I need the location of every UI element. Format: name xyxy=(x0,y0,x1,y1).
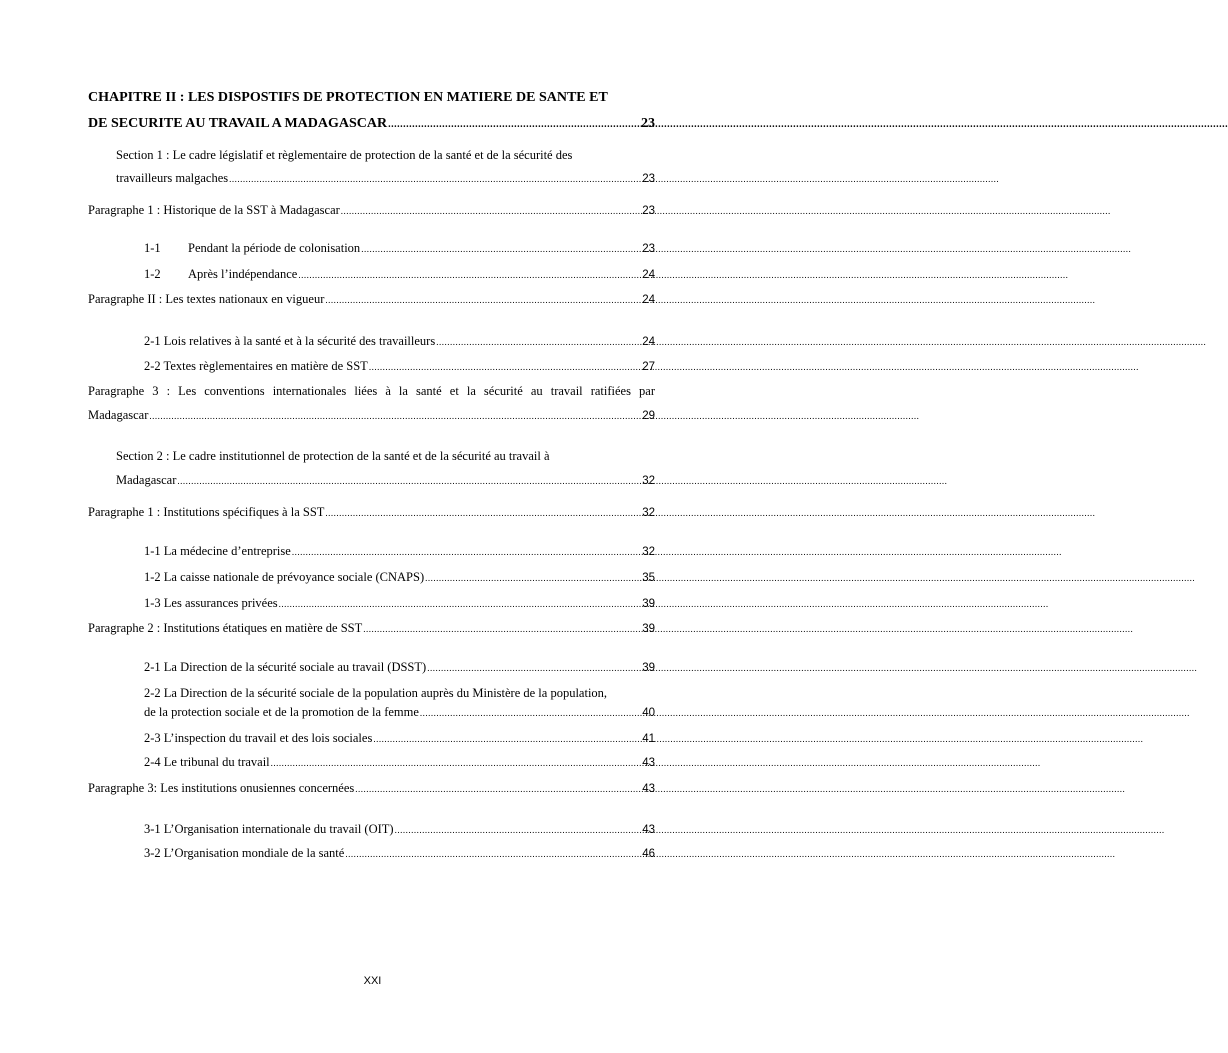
page-number: 32 xyxy=(642,475,655,487)
page-number: 23 xyxy=(642,243,655,255)
page-number: 32 xyxy=(642,546,655,558)
toc-entry-s2p1-item2[interactable] xyxy=(144,570,655,585)
entry-label: 3-1 L’Organisation internationale du travail (OIT) xyxy=(144,822,394,836)
dot-leader xyxy=(373,734,641,744)
dot-leader xyxy=(436,337,641,347)
dot-leader xyxy=(177,476,641,486)
entry-label: 1-1 La médecine d’entreprise xyxy=(144,544,291,558)
dot-leader xyxy=(279,599,642,609)
entry-label: 1-2 La caisse nationale de prévoyance sociale (CNAPS) xyxy=(144,570,425,584)
toc-entry-chapter[interactable] xyxy=(88,116,655,132)
dot-leader xyxy=(325,508,641,518)
dot-leader xyxy=(361,244,641,254)
toc-entry-section2[interactable] xyxy=(116,473,655,488)
page-number: 43 xyxy=(642,783,655,795)
toc-entry-s1p2-item1[interactable] xyxy=(144,334,655,349)
entry-label: Paragraphe II : Les textes nationaux en vigueur xyxy=(88,292,325,306)
dot-leader xyxy=(369,362,641,372)
toc-entry-s2p2-item4[interactable] xyxy=(144,755,655,770)
entry-label: 2-3 L’inspection du travail et des lois sociales xyxy=(144,731,373,745)
dot-leader xyxy=(229,174,641,184)
dot-leader xyxy=(355,784,641,794)
dot-leader xyxy=(341,206,641,216)
page-number: 27 xyxy=(642,361,655,373)
entry-number: 1-2 xyxy=(144,267,161,281)
page-number: 35 xyxy=(642,572,655,584)
toc-entry-s2p3-item2[interactable] xyxy=(144,846,655,861)
page-number: 23 xyxy=(642,205,655,217)
toc-entry-s2p1-item3[interactable] xyxy=(144,596,655,611)
chapter-title-line1: CHAPITRE II : LES DISPOSTIFS DE PROTECTION EN MATIERE DE SANTE ET xyxy=(88,90,608,105)
section1-title-line1: Section 1 : Le cadre législatif et règlementaire de protection de la santé et de la sécurité des xyxy=(116,148,573,162)
entry-label: 2-1 La Direction de la sécurité sociale au travail (DSST) xyxy=(144,660,427,674)
dot-leader xyxy=(425,573,641,583)
entry-label: Pendant la période de colonisation xyxy=(188,241,361,255)
page-number: 40 xyxy=(642,707,655,719)
s2p2-item2-line1: 2-2 La Direction de la sécurité sociale de la population auprès du Ministère de la population, xyxy=(144,686,608,700)
toc-entry-s2p2-item2[interactable] xyxy=(144,705,655,720)
toc-entry-s2p2-item3[interactable] xyxy=(144,731,655,746)
entry-number: 1-1 xyxy=(144,241,161,255)
dot-leader xyxy=(427,663,641,673)
dot-leader xyxy=(388,119,640,130)
dot-leader xyxy=(420,708,641,718)
dot-leader xyxy=(395,825,642,835)
toc-entry-s1-paragraph2[interactable] xyxy=(88,292,655,307)
page-number: 39 xyxy=(642,623,655,635)
dot-leader xyxy=(325,295,641,305)
entry-label: 2-4 Le tribunal du travail xyxy=(144,755,270,769)
page-number: 46 xyxy=(642,848,655,860)
entry-label: 2-1 Lois relatives à la santé et à la sécurité des travailleurs xyxy=(144,334,436,348)
entry-label: Paragraphe 2 : Institutions étatiques en matière de SST xyxy=(88,621,363,635)
entry-label: Paragraphe 1 : Institutions spécifiques à la SST xyxy=(88,505,325,519)
toc-entry-s1-paragraph3[interactable] xyxy=(88,408,655,423)
page-footer-number: XXI xyxy=(363,975,382,987)
section1-title-line2: travailleurs malgaches xyxy=(116,171,229,185)
entry-label: 2-2 Textes règlementaires en matière de SST xyxy=(144,359,368,373)
section2-title-line2: Madagascar xyxy=(116,473,177,487)
page-number: 24 xyxy=(642,294,655,306)
entry-label: Après l’indépendance xyxy=(188,267,298,281)
toc-entry-s2-paragraph3[interactable] xyxy=(88,781,655,796)
entry-label: 3-2 L’Organisation mondiale de la santé xyxy=(144,846,345,860)
page-number: 23 xyxy=(641,116,655,131)
toc-entry-s2p3-item1[interactable] xyxy=(144,822,655,837)
page-number: 41 xyxy=(642,733,655,745)
toc-entry-s1p1-item2[interactable] xyxy=(144,267,655,282)
entry-label: Paragraphe 1 : Historique de la SST à Madagascar xyxy=(88,203,340,217)
page-number: 24 xyxy=(642,269,655,281)
dot-leader xyxy=(271,758,642,768)
dot-leader xyxy=(363,624,641,634)
page-number: 43 xyxy=(642,757,655,769)
s1-paragraph3-line1: Paragraphe 3 : Les conventions internationales liées à la santé et la sécurité au travail ratifiées par xyxy=(88,384,655,398)
page-number: 39 xyxy=(642,662,655,674)
entry-label: de la protection sociale et de la promotion de la femme xyxy=(144,705,419,719)
toc-entry-s2p1-item1[interactable] xyxy=(144,544,655,559)
page-number: 32 xyxy=(642,507,655,519)
page-number: 39 xyxy=(642,598,655,610)
dot-leader xyxy=(149,411,641,421)
chapter-title-line2: DE SECURITE AU TRAVAIL A MADAGASCAR xyxy=(88,116,388,131)
dot-leader xyxy=(345,849,641,859)
toc-entry-s1p2-item2[interactable] xyxy=(144,359,655,374)
entry-label: Paragraphe 3: Les institutions onusiennes concernées xyxy=(88,781,355,795)
page-number: 29 xyxy=(642,410,655,422)
dot-leader xyxy=(298,270,641,280)
toc-entry-section1[interactable] xyxy=(116,171,655,186)
page-number: 23 xyxy=(642,173,655,185)
dot-leader xyxy=(292,547,641,557)
toc-entry-s1-paragraph1[interactable] xyxy=(88,203,655,218)
entry-label: Madagascar xyxy=(88,408,149,422)
toc-entry-s2-paragraph1[interactable] xyxy=(88,505,655,520)
entry-label: 1-3 Les assurances privées xyxy=(144,596,278,610)
page-number: 24 xyxy=(642,336,655,348)
page-number: 43 xyxy=(642,824,655,836)
toc-entry-s1p1-item1[interactable] xyxy=(144,241,655,256)
toc-entry-s2-paragraph2[interactable] xyxy=(88,621,655,636)
toc-entry-s2p2-item1[interactable] xyxy=(144,660,655,675)
section2-title-line1: Section 2 : Le cadre institutionnel de protection de la santé et de la sécurité au travail à xyxy=(116,449,550,463)
